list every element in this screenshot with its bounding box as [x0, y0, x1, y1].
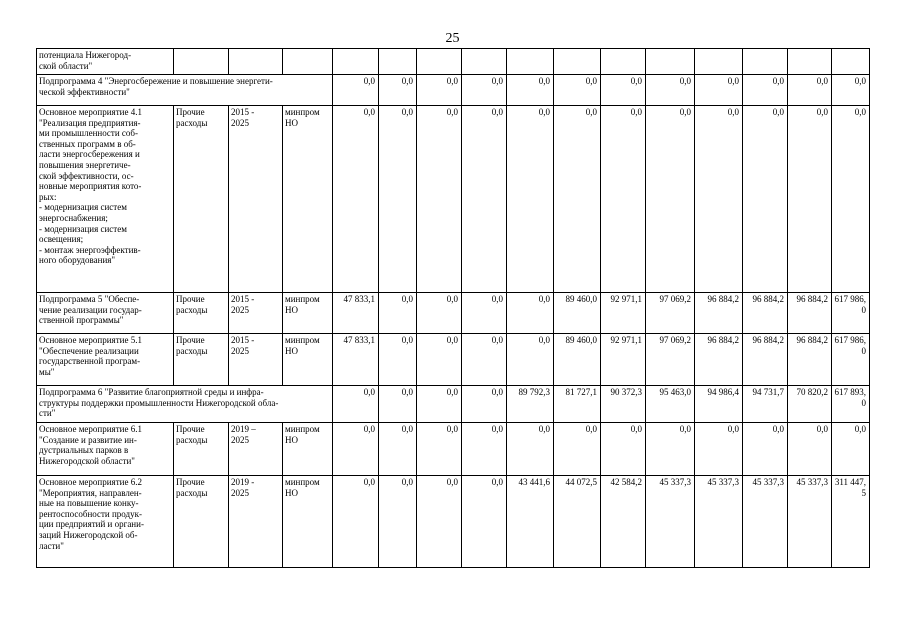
row-period: 2015 - 2025	[229, 293, 283, 334]
budget-table	[36, 48, 870, 568]
value-cell: 0,0	[743, 423, 788, 476]
value-cell	[462, 49, 507, 75]
value-cell: 0,0	[462, 423, 507, 476]
value-cell: 617 986, 0	[832, 334, 870, 386]
value-cell: 0,0	[379, 386, 417, 423]
value-cell: 0,0	[507, 106, 554, 293]
table-row	[37, 49, 870, 75]
value-cell	[788, 49, 832, 75]
value-cell: 0,0	[379, 476, 417, 568]
value-cell: 0,0	[417, 106, 462, 293]
value-cell: 0,0	[601, 106, 646, 293]
row-name: Основное мероприятие 6.1 "Создание и развитие ин- дустриальных парков в Нижегородской области"	[37, 423, 174, 476]
value-cell	[507, 49, 554, 75]
value-cell: 96 884,2	[743, 293, 788, 334]
value-cell: 43 441,6	[507, 476, 554, 568]
row-executor: минпром НО	[283, 476, 333, 568]
table-row	[37, 423, 870, 476]
value-cell: 0,0	[695, 106, 743, 293]
row-period: 2015 - 2025	[229, 106, 283, 293]
row-source: Прочие расходы	[174, 423, 229, 476]
value-cell	[832, 49, 870, 75]
value-cell: 0,0	[333, 386, 379, 423]
value-cell: 0,0	[379, 423, 417, 476]
row-source: Прочие расходы	[174, 476, 229, 568]
row-name: Основное мероприятие 5.1 "Обеспечение реализации государственной програм- мы"	[37, 334, 174, 386]
value-cell: 0,0	[417, 75, 462, 106]
value-cell: 617 893, 0	[832, 386, 870, 423]
value-cell: 0,0	[333, 423, 379, 476]
value-cell: 0,0	[333, 106, 379, 293]
row-source	[174, 49, 229, 75]
value-cell: 0,0	[462, 386, 507, 423]
row-executor: минпром НО	[283, 334, 333, 386]
value-cell: 311 447, 5	[832, 476, 870, 568]
value-cell	[379, 49, 417, 75]
row-name: потенциала Нижегород- ской области"	[37, 49, 174, 75]
value-cell: 0,0	[417, 423, 462, 476]
value-cell: 42 584,2	[601, 476, 646, 568]
value-cell: 0,0	[379, 334, 417, 386]
value-cell: 0,0	[554, 106, 601, 293]
value-cell: 0,0	[379, 293, 417, 334]
table-row	[37, 106, 870, 293]
value-cell: 0,0	[601, 75, 646, 106]
value-cell: 0,0	[832, 106, 870, 293]
value-cell: 92 971,1	[601, 293, 646, 334]
row-name: Подпрограмма 4 "Энергосбережение и повышение энергети- ческой эффективности"	[37, 75, 333, 106]
value-cell: 90 372,3	[601, 386, 646, 423]
value-cell: 0,0	[646, 75, 695, 106]
value-cell	[333, 49, 379, 75]
row-name: Основное мероприятие 6.2 "Мероприятия, направлен- ные на повышение конку- рентоспособности продук- ции предприятий и органи- заций Нижегородской об- ласти"	[37, 476, 174, 568]
value-cell: 0,0	[462, 293, 507, 334]
value-cell: 0,0	[417, 386, 462, 423]
row-name: Подпрограмма 6 "Развитие благоприятной среды и инфра- структуры поддержки промышленности Нижегородской обла- сти"	[37, 386, 333, 423]
value-cell: 97 069,2	[646, 334, 695, 386]
value-cell: 96 884,2	[743, 334, 788, 386]
value-cell: 0,0	[507, 293, 554, 334]
value-cell: 0,0	[379, 106, 417, 293]
value-cell: 0,0	[417, 334, 462, 386]
table-row	[37, 75, 870, 106]
value-cell: 0,0	[646, 106, 695, 293]
value-cell: 89 460,0	[554, 293, 601, 334]
row-executor	[283, 49, 333, 75]
value-cell: 0,0	[462, 106, 507, 293]
row-source: Прочие расходы	[174, 106, 229, 293]
value-cell: 0,0	[646, 423, 695, 476]
value-cell: 0,0	[462, 476, 507, 568]
value-cell: 0,0	[554, 423, 601, 476]
value-cell: 0,0	[832, 75, 870, 106]
value-cell: 45 337,3	[646, 476, 695, 568]
value-cell: 0,0	[695, 75, 743, 106]
value-cell: 0,0	[333, 75, 379, 106]
row-period: 2015 - 2025	[229, 334, 283, 386]
value-cell: 0,0	[333, 476, 379, 568]
value-cell	[743, 49, 788, 75]
value-cell: 92 971,1	[601, 334, 646, 386]
value-cell: 44 072,5	[554, 476, 601, 568]
value-cell: 96 884,2	[695, 334, 743, 386]
value-cell: 96 884,2	[695, 293, 743, 334]
page-number: 25	[445, 31, 460, 46]
value-cell: 0,0	[507, 75, 554, 106]
value-cell: 94 986,4	[695, 386, 743, 423]
value-cell: 0,0	[788, 423, 832, 476]
value-cell: 97 069,2	[646, 293, 695, 334]
row-period	[229, 49, 283, 75]
value-cell: 0,0	[462, 75, 507, 106]
value-cell: 96 884,2	[788, 293, 832, 334]
value-cell: 0,0	[695, 423, 743, 476]
row-executor: минпром НО	[283, 293, 333, 334]
value-cell	[417, 49, 462, 75]
value-cell: 70 820,2	[788, 386, 832, 423]
row-source: Прочие расходы	[174, 293, 229, 334]
row-period: 2019 - 2025	[229, 476, 283, 568]
row-period: 2019 – 2025	[229, 423, 283, 476]
value-cell	[554, 49, 601, 75]
value-cell: 96 884,2	[788, 334, 832, 386]
row-executor: минпром НО	[283, 423, 333, 476]
value-cell: 47 833,1	[333, 293, 379, 334]
value-cell: 0,0	[417, 293, 462, 334]
value-cell: 0,0	[507, 334, 554, 386]
value-cell: 0,0	[601, 423, 646, 476]
value-cell: 81 727,1	[554, 386, 601, 423]
value-cell	[695, 49, 743, 75]
value-cell: 89 792,3	[507, 386, 554, 423]
row-name: Основное мероприятие 4.1 "Реализация предприятия- ми промышленности соб- ственных программ в об- ласти энергосбережения и повышения энергетиче- ской эффективности, ос- новные мероприятия кото- рых: - модернизация систем энергоснабжения; - модернизация систем освещения; - монтаж энергоэффектив- ного оборудования"	[37, 106, 174, 293]
value-cell: 0,0	[743, 106, 788, 293]
value-cell: 0,0	[462, 334, 507, 386]
value-cell: 617 986, 0	[832, 293, 870, 334]
value-cell: 45 337,3	[743, 476, 788, 568]
row-name: Подпрограмма 5 "Обеспе- чение реализации государ- ственной программы"	[37, 293, 174, 334]
table-row	[37, 293, 870, 334]
value-cell: 0,0	[788, 106, 832, 293]
value-cell: 0,0	[507, 423, 554, 476]
value-cell: 0,0	[417, 476, 462, 568]
value-cell: 0,0	[743, 75, 788, 106]
value-cell: 0,0	[788, 75, 832, 106]
value-cell: 45 337,3	[695, 476, 743, 568]
table-row	[37, 386, 870, 423]
value-cell	[601, 49, 646, 75]
value-cell: 89 460,0	[554, 334, 601, 386]
value-cell: 95 463,0	[646, 386, 695, 423]
row-executor: минпром НО	[283, 106, 333, 293]
table-row	[37, 476, 870, 568]
value-cell: 0,0	[832, 423, 870, 476]
value-cell	[646, 49, 695, 75]
row-source: Прочие расходы	[174, 334, 229, 386]
value-cell: 47 833,1	[333, 334, 379, 386]
value-cell: 0,0	[554, 75, 601, 106]
table-row	[37, 334, 870, 386]
value-cell: 45 337,3	[788, 476, 832, 568]
value-cell: 94 731,7	[743, 386, 788, 423]
value-cell: 0,0	[379, 75, 417, 106]
